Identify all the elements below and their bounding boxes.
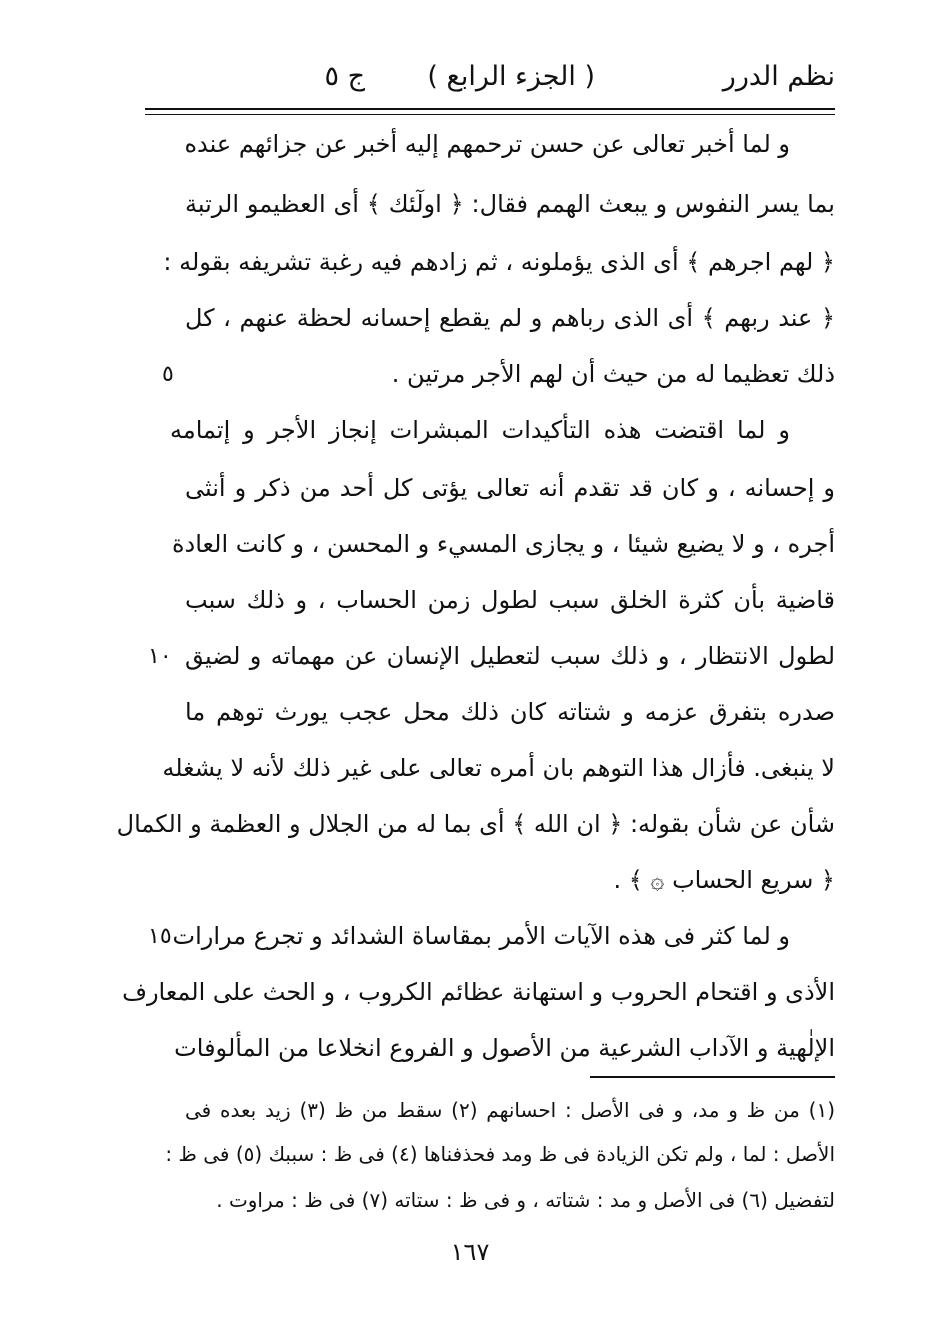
- footnote-rule: [590, 1076, 835, 1078]
- body-line: لا ينبغى. فأزال هذا التوهم بان أمره تعالى على غير ذلك لأنه لا يشغله: [162, 754, 835, 782]
- margin-line-number-10: ١٠: [148, 644, 172, 669]
- body-line: الأذى و اقتحام الحروب و استهانة عظائم الكروب ، و الحث على المعارف: [122, 978, 835, 1006]
- header-book-title: نظم الدرر: [722, 61, 835, 92]
- body-line: لطول الانتظار ، و ذلك سبب لتعطيل الإنسان عن مهماته و لضيق: [185, 642, 835, 670]
- body-line: ﴿ عند ربهم ﴾ أى الذى رباهم و لم يقطع إحسانه لحظة عنهم ، كل: [185, 304, 835, 332]
- body-line: و إحسانه ، و كان قد تقدم أنه تعالى يؤتى كل أحد من ذكر و أنثى: [185, 474, 835, 502]
- footnote-line: (١) من ظ و مد، و فى الأصل : احسانهم (٢) سقط من ظ (٣) زيد بعده فى: [185, 1098, 835, 1122]
- header-rule-thin: [145, 114, 835, 115]
- header-volume-label: ج ٥: [324, 61, 365, 92]
- body-line: قاضية بأن كثرة الخلق سبب لطول زمن الحساب ، و ذلك سبب: [185, 586, 835, 614]
- body-line: و لما أخبر تعالى عن حسن ترحمهم إليه أخبر عن جزائهم عنده: [184, 130, 790, 158]
- body-line: ﴿ سريع الحساب ۞ ﴾ .: [613, 866, 835, 894]
- margin-line-number-5: ٥: [162, 362, 174, 387]
- footnote-line: لتفضيل (٦) فى الأصل و مد : شتاته ، و فى ظ : ستاته (٧) فى ظ : مراوت .: [216, 1188, 835, 1212]
- header-part-label: ( الجزء الرابع ): [427, 61, 595, 92]
- body-line: صدره بتفرق عزمه و شتاته كان ذلك محل عجب يورث توهم ما: [185, 698, 835, 726]
- body-line: أجره ، و لا يضيع شيئا ، و يجازى المسيء و المحسن ، و كانت العادة: [171, 530, 835, 558]
- footnote-line: الأصل : لما ، ولم تكن الزيادة فى ظ ومد فحذفناها (٤) فى ظ : سببك (٥) فى ظ :: [165, 1142, 835, 1166]
- body-line: ﴿ لهم اجرهم ﴾ أى الذى يؤملونه ، ثم زادهم فيه رغبة تشريفه بقوله :: [163, 248, 835, 276]
- body-line: ذلك تعظيما له من حيث أن لهم الأجر مرتين .: [391, 360, 835, 388]
- body-line: و لما اقتضت هذه التأكيدات المبشرات إنجاز الأجر و إتمامه: [170, 416, 790, 444]
- margin-line-number-15: ١٥: [148, 924, 172, 949]
- header-rule-thick: [145, 108, 835, 110]
- body-line: شأن عن شأن بقوله: ﴿ ان الله ﴾ أى بما له من الجلال و العظمة و الكمال: [116, 810, 835, 838]
- body-line: بما يسر النفوس و يبعث الهمم فقال: ﴿ اولٓئك ﴾ أى العظيمو الرتبة: [185, 190, 835, 218]
- body-line: و لما كثر فى هذه الآيات الأمر بمقاساة الشدائد و تجرع مرارات: [172, 922, 790, 950]
- page-number: ١٦٧: [450, 1238, 490, 1266]
- body-line: الإلٰهية و الآداب الشرعية من الأصول و الفروع انخلاعا من المألوفات: [174, 1034, 835, 1062]
- running-header: [145, 52, 835, 104]
